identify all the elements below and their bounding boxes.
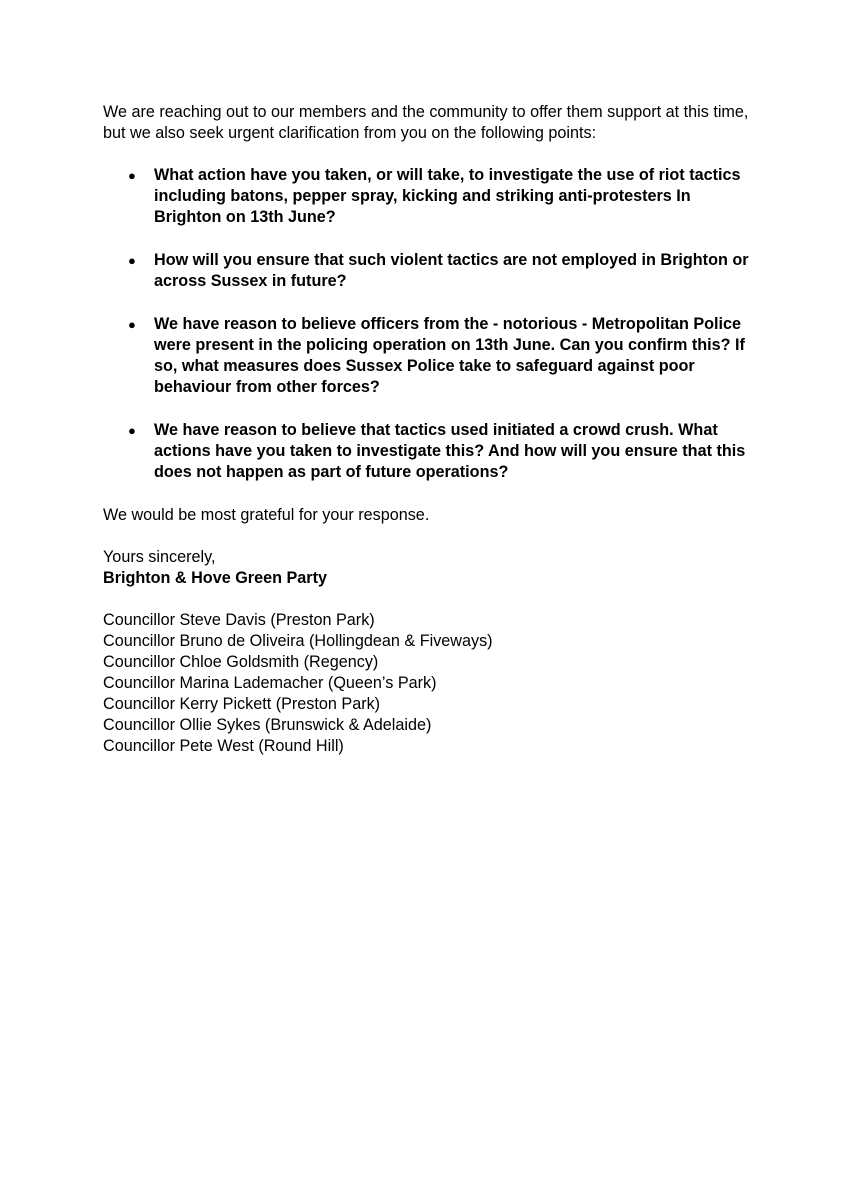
- bullet-icon: ●: [128, 423, 136, 438]
- party-name: Brighton & Hove Green Party: [103, 569, 327, 587]
- question-item: [103, 420, 753, 483]
- question-text: How will you ensure that such violent tactics are not employed in Brighton or across Sussex in future?: [154, 251, 749, 290]
- signoff: Yours sincerely,: [103, 548, 216, 566]
- councillor-item: Councillor Chloe Goldsmith (Regency): [103, 653, 379, 671]
- bullet-icon: ●: [128, 168, 136, 183]
- councillor-item: Councillor Ollie Sykes (Brunswick & Adelaide): [103, 716, 432, 734]
- councillor-item: Councillor Kerry Pickett (Preston Park): [103, 695, 381, 713]
- question-text: What action have you taken, or will take, to investigate the use of riot tactics including batons, pepper spray, kicking and striking anti-protesters In Brighton on 13th June?: [154, 166, 741, 226]
- letter-page: [103, 102, 753, 757]
- question-text: We have reason to believe officers from the - notorious - Metropolitan Police were present in the policing operation on 13th June. Can you confirm this? If so, what measures does Sussex Police take to safeguard against poor behaviour from other forces?: [154, 315, 745, 396]
- bullet-icon: ●: [128, 253, 136, 268]
- bullet-icon: ●: [128, 317, 136, 332]
- question-item: [103, 165, 753, 228]
- question-item: [103, 250, 753, 292]
- question-text: We have reason to believe that tactics used initiated a crowd crush. What actions have you taken to investigate this? And how will you ensure that this does not happen as part of future operations?: [154, 421, 746, 481]
- councillor-item: Councillor Steve Davis (Preston Park): [103, 611, 375, 629]
- councillor-item: Councillor Bruno de Oliveira (Hollingdean & Fiveways): [103, 632, 493, 650]
- question-item: [103, 314, 753, 398]
- questions-list: [103, 165, 753, 483]
- councillor-item: Councillor Pete West (Round Hill): [103, 737, 344, 755]
- councillor-list: [103, 610, 753, 757]
- closing-line: We would be most grateful for your response.: [103, 506, 430, 524]
- councillor-item: Councillor Marina Lademacher (Queen’s Park): [103, 674, 437, 692]
- intro-paragraph: We are reaching out to our members and the community to offer them support at this time, but we also seek urgent clarification from you on the following points:: [103, 103, 749, 142]
